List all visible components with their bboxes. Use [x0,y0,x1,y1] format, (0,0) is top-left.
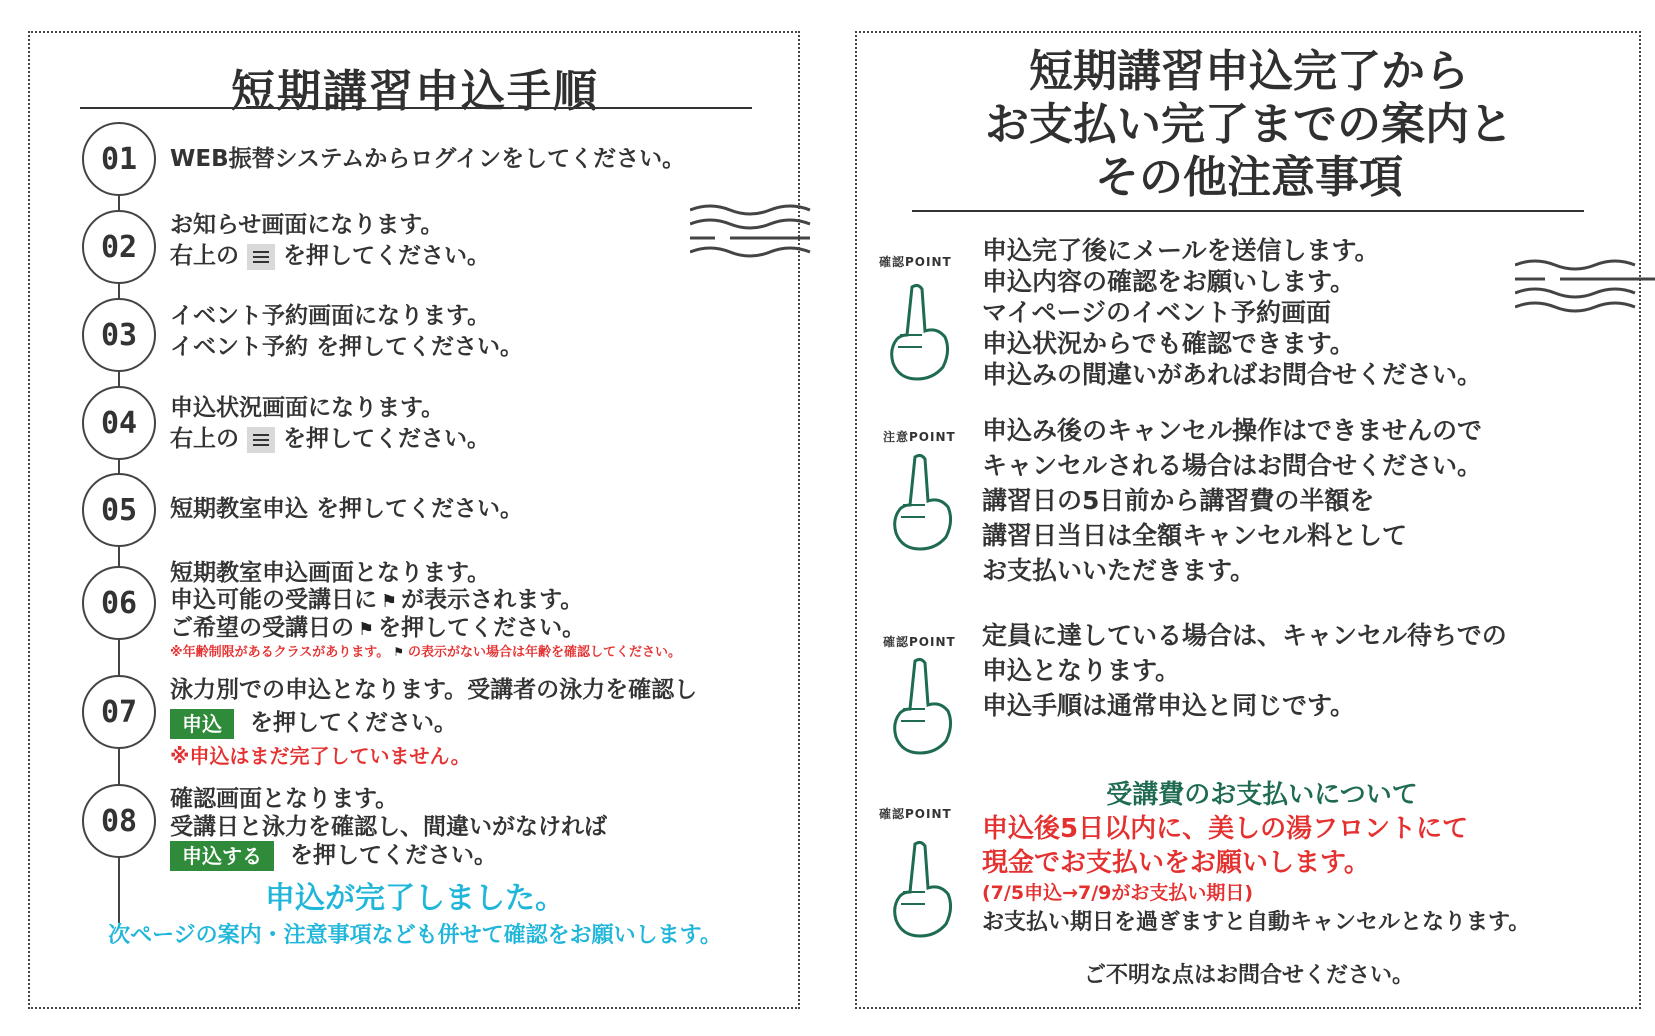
point-1-line: 申込みの間違いがあればお問合せください。 [982,360,1483,389]
point-2-line: お支払いいただきます。 [982,556,1256,585]
step-08-line2: 受講日と泳力を確認し、間違いがなければ [170,814,607,840]
payment-red-line: 現金でお支払いをお願いします。 [982,848,1370,878]
point-3-line: 定員に達している場合は、キャンセル待ちでの [982,621,1507,650]
step-number-07: 07 [82,675,156,749]
pointing-hand-icon [885,451,955,551]
step-number-03: 03 [82,298,156,372]
step-06-text [170,560,780,662]
step-02-post: を押してください。 [283,243,490,269]
step-number-01: 01 [82,122,156,196]
point-1-line: 申込内容の確認をお願いします。 [982,267,1356,296]
not-complete-warning: ※申込はまだ完了していません。 [170,744,471,768]
step-02-text [170,210,780,272]
right-title-line1: 短期講習申込完了から [1029,46,1469,97]
flag-icon: ⚑ [358,619,375,640]
step-04-text [170,393,780,455]
step-number-04: 04 [82,386,156,460]
step-04-line2 [170,424,780,455]
point-3-line: 申込手順は通常申込と同じです。 [982,691,1356,720]
step-04-pre: 右上の [170,426,239,452]
postmark-wave-decoration [1515,255,1655,325]
point-1-line: マイページのイベント予約画面 [982,298,1332,327]
step-03-line2: イベント予約 を押してください。 [170,334,524,360]
step-06-line2-post: が表示されます。 [401,587,584,613]
step-06-line3 [170,615,780,643]
right-title-line2: お支払い完了までの案内と [985,99,1513,150]
step-03-line1: イベント予約画面になります。 [170,303,491,329]
point-2-line: 申込み後のキャンセル操作はできませんので [982,416,1483,445]
point-label-2: 注意POINT [883,430,956,444]
step-03-text [170,301,780,363]
step-06-line3-post: を押してください。 [378,615,586,641]
complete-message: 申込が完了しました。 [265,881,565,916]
step-05-line: 短期教室申込 を押してください。 [170,496,524,522]
left-title: 短期講習申込手順 [231,66,599,117]
payment-section [982,778,1622,940]
note-pre: ※年齢制限があるクラスがあります。 [170,645,390,660]
next-page-note: 次ページの案内・注意事項なども併せて確認をお願いします。 [108,923,722,948]
pointing-hand-icon [885,655,955,755]
step-01-line: WEB振替システムからログインをしてください。 [170,146,686,172]
apply-confirm-button[interactable]: 申込する [170,841,274,871]
right-panel [855,31,1641,1009]
step-number-06: 06 [82,566,156,640]
payment-heading: 受講費のお支払いについて [1106,780,1418,810]
pointing-hand-icon [885,838,955,938]
title-divider [80,107,752,109]
step-06-line2 [170,587,780,615]
step-02-pre: 右上の [170,243,239,269]
step-06-line2-pre: 申込可能の受講日に [170,587,377,613]
point-3-text [982,618,1622,723]
step-04-post: を押してください。 [283,426,490,452]
right-title [857,45,1641,204]
point-2-line: 講習日当日は全額キャンセル料として [982,521,1408,550]
note-post: の表示がない場合は年齢を確認してください。 [407,645,681,660]
step-07-line2 [170,707,780,740]
point-2-line: キャンセルされる場合はお問合せください。 [982,451,1483,480]
step-06-line1: 短期教室申込画面となります。 [170,560,491,586]
point-label-4: 確認POINT [879,807,952,821]
step-08-post: を押してください。 [290,842,497,869]
step-08-text [170,785,780,871]
point-label-3: 確認POINT [883,635,956,649]
step-number-08: 08 [82,784,156,858]
payment-deadline-example: (7/5申込→7/9がお支払い期日) [982,882,1254,904]
step-number-02: 02 [82,210,156,284]
point-3-line: 申込となります。 [982,656,1181,685]
payment-red-line: 申込後5日以内に、美しの湯フロントにて [982,814,1469,844]
pointing-hand-icon [882,281,952,381]
step-number-05: 05 [82,473,156,547]
step-07-text [170,674,780,773]
postmark-wave-decoration [690,200,830,270]
step-08-line3 [170,841,780,871]
step-01-text [170,144,780,175]
step-02-line2 [170,241,780,272]
closing-message: ご不明な点はお問合せください。 [1083,963,1414,988]
step-04-line1: 申込状況画面になります。 [170,395,445,421]
point-2-line: 講習日の5日前から講習費の半額を [982,486,1375,515]
flag-icon: ⚑ [393,645,404,659]
step-07-post: を押してください。 [250,710,457,736]
auto-cancel-note: お支払い期日を過ぎますと自動キャンセルとなります。 [982,910,1531,935]
step-06-line3-pre: ご希望の受講日の [170,615,354,641]
step-07-line1: 泳力別での申込となります。受講者の泳力を確認し [170,677,698,703]
point-1-line: 申込状況からでも確認できます。 [982,329,1355,358]
right-title-line3: その他注意事項 [1095,152,1403,203]
apply-button[interactable]: 申込 [170,709,234,739]
point-2-text [982,413,1622,588]
age-restriction-note [170,643,780,662]
step-08-line1: 確認画面となります。 [170,786,399,812]
menu-icon [247,427,275,453]
flag-icon: ⚑ [381,591,398,612]
step-02-line1: お知らせ画面になります。 [170,212,444,238]
left-panel [28,31,800,1009]
point-1-line: 申込完了後にメールを送信します。 [982,236,1380,265]
point-label-1: 確認POINT [879,255,952,269]
step-05-text [170,494,780,525]
title-divider [912,210,1584,212]
menu-icon [247,244,275,270]
